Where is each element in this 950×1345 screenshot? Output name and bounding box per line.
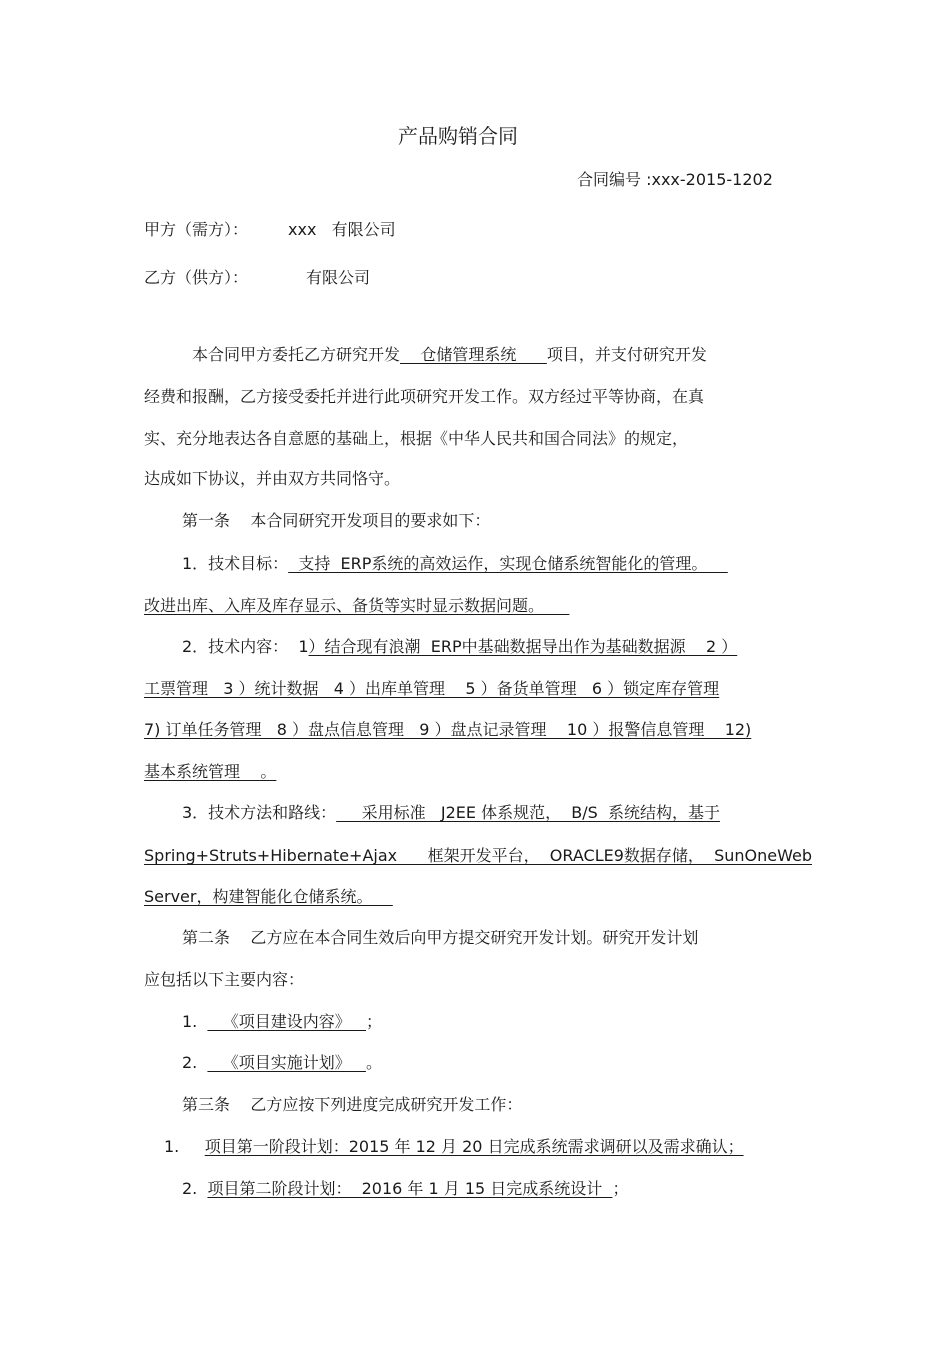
article-2-item-1: 1. 《项目建设内容》 ； <box>182 1012 382 1031</box>
article-2-line-2: 应包括以下主要内容： <box>144 970 305 989</box>
intro-line-3: 实、充分地表达各自意愿的基础上，根据《中华人民共和国合同法》的规定， <box>144 429 689 448</box>
tech-method-line-1: 3．技术方法和路线： 采用标准 J2EE 体系规范， B/S 系统结构，基于 <box>182 803 720 822</box>
project-name: 仓储管理系统 <box>400 345 547 364</box>
tech-content-line-2: 工票管理 3 ）统计数据 4 ）出库单管理 5 ）备货单管理 6 ）锁定库存管理 <box>144 679 720 698</box>
party-b-value: 有限公司 <box>306 268 371 287</box>
tech-method-line-3: Server，构建智能化仓储系统。 <box>144 887 393 906</box>
article-3-item-2: 2. 项目第二阶段计划： 2016 年 1 月 15 日完成系统设计 ； <box>182 1179 629 1198</box>
party-a-label: 甲方（需方）： <box>144 220 249 239</box>
tech-goal-line-2: 改进出库、入库及库存显示、备货等实时显示数据问题。 <box>144 596 570 615</box>
intro-line-2: 经费和报酬，乙方接受委托并进行此项研究开发工作。双方经过平等协商，在真 <box>144 387 705 406</box>
intro-line-1: 本合同甲方委托乙方研究开发 仓储管理系统 项目，并支付研究开发 <box>192 345 707 364</box>
article-1-heading: 第一条 本合同研究开发项目的要求如下： <box>182 511 491 530</box>
article-2-item-2: 2. 《项目实施计划》 。 <box>182 1053 382 1072</box>
article-2-heading: 第二条 乙方应在本合同生效后向甲方提交研究开发计划。研究开发计划 <box>182 928 699 947</box>
article-3-heading: 第三条 乙方应按下列进度完成研究开发工作： <box>182 1095 523 1114</box>
tech-content-line-1: 2．技术内容： 1）结合现有浪潮 ERP中基础数据导出作为基础数据源 2 ） <box>182 637 738 656</box>
article-3-item-1: 1. 项目第一阶段计划：2015 年 12 月 20 日完成系统需求调研以及需求确认； <box>164 1137 744 1156</box>
party-a-value: xxx 有限公司 <box>288 220 396 239</box>
tech-content-line-4: 基本系统管理 。 <box>144 762 277 781</box>
party-b-label: 乙方（供方）： <box>144 268 249 287</box>
tech-goal-line-1: 1．技术目标： 支持 ERP系统的高效运作，实现仓储系统智能化的管理。 <box>182 554 728 573</box>
intro-line-4: 达成如下协议，并由双方共同恪守。 <box>144 469 401 488</box>
page-title: 产品购销合同 <box>398 124 518 148</box>
tech-method-line-2: Spring+Struts+Hibernate+Ajax 框架开发平台， ORACLE9数据存储， SunOneWeb <box>144 846 812 865</box>
tech-content-line-3: 7) 订单任务管理 8 ）盘点信息管理 9 ）盘点记录管理 10 ）报警信息管理 12) <box>144 720 752 739</box>
contract-number: 合同编号 :xxx-2015-1202 <box>577 170 773 189</box>
